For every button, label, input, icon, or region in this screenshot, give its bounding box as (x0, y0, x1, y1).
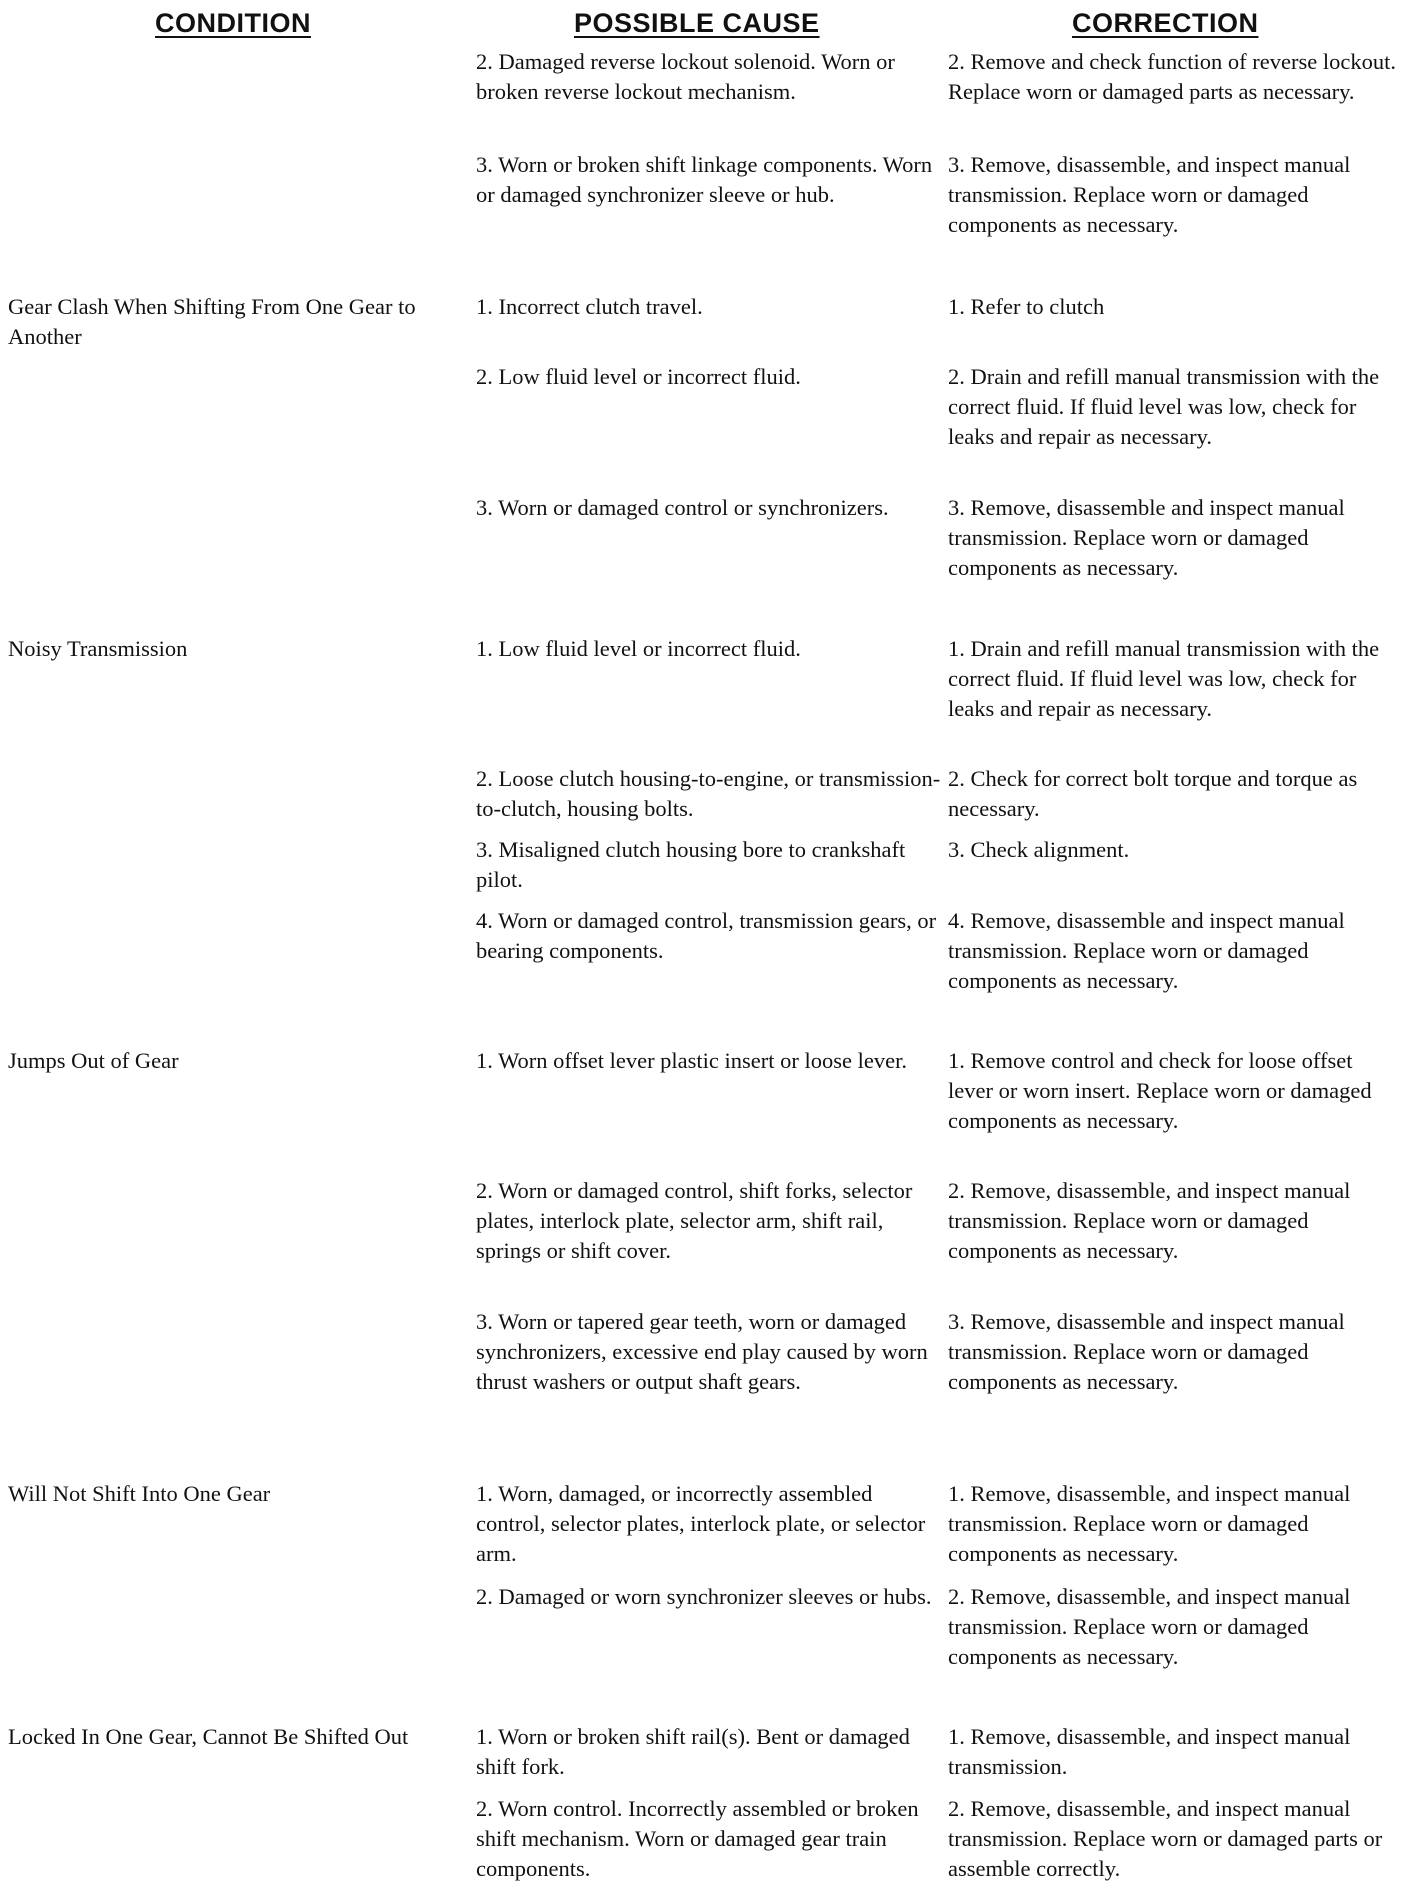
cause-text: 2. Loose clutch housing-to-engine, or transmission-to-clutch, housing bolts. (476, 766, 941, 821)
cause-text: 2. Damaged or worn synchronizer sleeves or hubs. (476, 1584, 932, 1609)
correction-text: 3. Check alignment. (948, 837, 1130, 862)
correction-text: 1. Remove, disassemble, and inspect manual transmission. (948, 1724, 1351, 1779)
correction-text: 2. Check for correct bolt torque and torque as necessary. (948, 766, 1358, 821)
correction-text: 4. Remove, disassemble and inspect manual transmission. Replace worn or damaged components as necessary. (948, 908, 1345, 993)
header-correction: CORRECTION (1072, 8, 1259, 38)
cause-text: 1. Worn, damaged, or incorrectly assembled control, selector plates, interlock plate, or selector arm. (476, 1481, 926, 1566)
correction-text: 3. Remove, disassemble and inspect manual transmission. Replace worn or damaged components as necessary. (948, 495, 1345, 580)
condition-text: Locked In One Gear, Cannot Be Shifted Out (8, 1724, 409, 1749)
correction-text: 1. Refer to clutch (948, 294, 1105, 319)
cause-text: 3. Worn or damaged control or synchronizers. (476, 495, 889, 520)
cause-text: 3. Worn or tapered gear teeth, worn or damaged synchronizers, excessive end play caused by worn thrust washers or output shaft gears. (476, 1309, 928, 1394)
correction-text: 1. Drain and refill manual transmission with the correct fluid. If fluid level was low, check for leaks and repair as necessary. (948, 636, 1380, 721)
correction-text: 1. Remove control and check for loose offset lever or worn insert. Replace worn or damaged components as necessary. (948, 1048, 1372, 1133)
condition-text: Gear Clash When Shifting From One Gear to Another (8, 294, 416, 349)
correction-text: 3. Remove, disassemble and inspect manual transmission. Replace worn or damaged components as necessary. (948, 1309, 1345, 1394)
cause-text: 4. Worn or damaged control, transmission gears, or bearing components. (476, 908, 937, 963)
cause-text: 2. Worn or damaged control, shift forks, selector plates, interlock plate, selector arm, shift rail, springs or shift cover. (476, 1178, 913, 1263)
condition-text: Jumps Out of Gear (8, 1048, 179, 1073)
cause-text: 1. Low fluid level or incorrect fluid. (476, 636, 801, 661)
correction-text: 1. Remove, disassemble, and inspect manual transmission. Replace worn or damaged components as necessary. (948, 1481, 1351, 1566)
cause-text: 1. Worn offset lever plastic insert or loose lever. (476, 1048, 907, 1073)
cause-text: 1. Worn or broken shift rail(s). Bent or damaged shift fork. (476, 1724, 910, 1779)
header-possible-cause: POSSIBLE CAUSE (574, 8, 820, 38)
correction-text: 2. Remove, disassemble, and inspect manual transmission. Replace worn or damaged components as necessary. (948, 1584, 1351, 1669)
condition-text: Noisy Transmission (8, 636, 188, 661)
cause-text: 3. Misaligned clutch housing bore to crankshaft pilot. (476, 837, 906, 892)
correction-text: 3. Remove, disassemble, and inspect manual transmission. Replace worn or damaged components as necessary. (948, 152, 1351, 237)
cause-text: 2. Low fluid level or incorrect fluid. (476, 364, 801, 389)
correction-text: 2. Remove, disassemble, and inspect manual transmission. Replace worn or damaged parts or assemble correctly. (948, 1796, 1383, 1881)
cause-text: 3. Worn or broken shift linkage components. Worn or damaged synchronizer sleeve or hub. (476, 152, 933, 207)
condition-text: Will Not Shift Into One Gear (8, 1481, 271, 1506)
correction-text: 2. Remove, disassemble, and inspect manual transmission. Replace worn or damaged components as necessary. (948, 1178, 1351, 1263)
cause-text: 2. Worn control. Incorrectly assembled or broken shift mechanism. Worn or damaged gear train components. (476, 1796, 919, 1881)
header-condition: CONDITION (155, 8, 311, 38)
correction-text: 2. Remove and check function of reverse lockout. Replace worn or damaged parts as necessary. (948, 49, 1396, 104)
cause-text: 1. Incorrect clutch travel. (476, 294, 703, 319)
correction-text: 2. Drain and refill manual transmission with the correct fluid. If fluid level was low, check for leaks and repair as necessary. (948, 364, 1380, 449)
cause-text: 2. Damaged reverse lockout solenoid. Worn or broken reverse lockout mechanism. (476, 49, 895, 104)
